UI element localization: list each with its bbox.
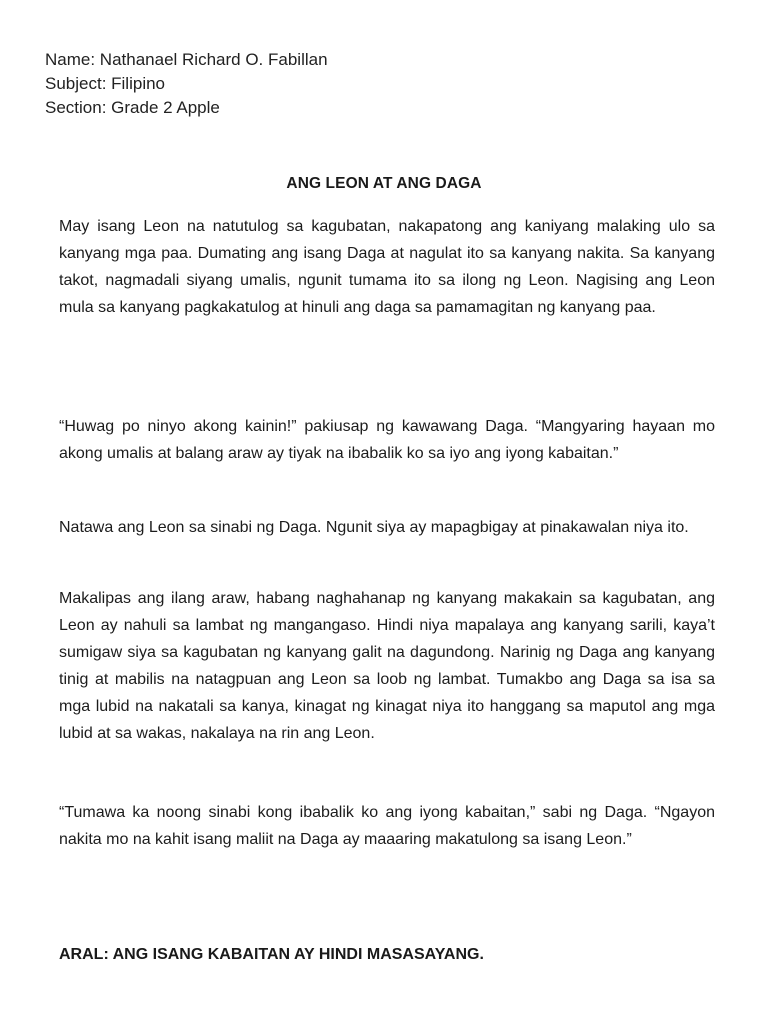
story-paragraph bbox=[59, 585, 715, 747]
story-title: ANG LEON AT ANG DAGA bbox=[286, 175, 482, 192]
story-moral: ARAL: ANG ISANG KABAITAN AY HINDI MASASAYANG. bbox=[59, 946, 484, 963]
paragraph-text: Natawa ang Leon sa sinabi ng Daga. Ngunit siya ay mapagbigay at pinakawalan niya ito. bbox=[59, 519, 689, 536]
subject-line: Subject: Filipino bbox=[45, 74, 166, 93]
paragraph-text: May isang Leon na natutulog sa kagubatan, nakapatong ang kaniyang malaking ulo sa kanyang mga paa. Dumating ang isang Daga at nagulat ito sa kanyang nakita. Sa kanyang takot, nagmadali siyang umalis, ngunit tumama ito sa ilong ng Leon. Nagising ang Leon mula sa kanyang pagkakatulog at hinuli ang daga sa pamamagitan ng kanyang paa. bbox=[59, 218, 715, 316]
paragraph-text: Makalipas ang ilang araw, habang naghahanap ng kanyang makakain sa kagubatan, ang Leon ay nahuli sa lambat ng mangangaso. Hindi niya mapalaya ang kanyang sarili, kaya’t sumigaw siya sa kagubatan ng kanyang galit na dagundong. Narinig ng Daga ang kanyang tinig at mabilis na natagpuan ang Leon sa loob ng lambat. Tumakbo ang Daga sa isa sa mga lubid na nakatali sa kanya, kinagat ng kinagat niya ito hanggang sa maputol ang mga lubid at sa wakas, nakalaya na rin ang Leon. bbox=[59, 590, 715, 742]
paragraph-text: “Tumawa ka noong sinabi kong ibabalik ko ang iyong kabaitan,” sabi ng Daga. “Ngayon nakita mo na kahit isang maliit na Daga ay maaaring makatulong sa isang Leon.” bbox=[59, 804, 715, 848]
story-paragraph bbox=[59, 213, 715, 321]
student-info-header bbox=[45, 48, 328, 120]
story-paragraph bbox=[59, 413, 715, 467]
student-name: Name: Nathanael Richard O. Fabillan bbox=[45, 50, 328, 69]
paragraph-text: “Huwag po ninyo akong kainin!” pakiusap ng kawawang Daga. “Mangyaring hayaan mo akong umalis at balang araw ay tiyak na ibabalik ko sa iyo ang iyong kabaitan.” bbox=[59, 418, 715, 462]
story-paragraph bbox=[59, 514, 715, 541]
story-paragraph bbox=[59, 799, 715, 853]
section-line: Section: Grade 2 Apple bbox=[45, 98, 220, 117]
